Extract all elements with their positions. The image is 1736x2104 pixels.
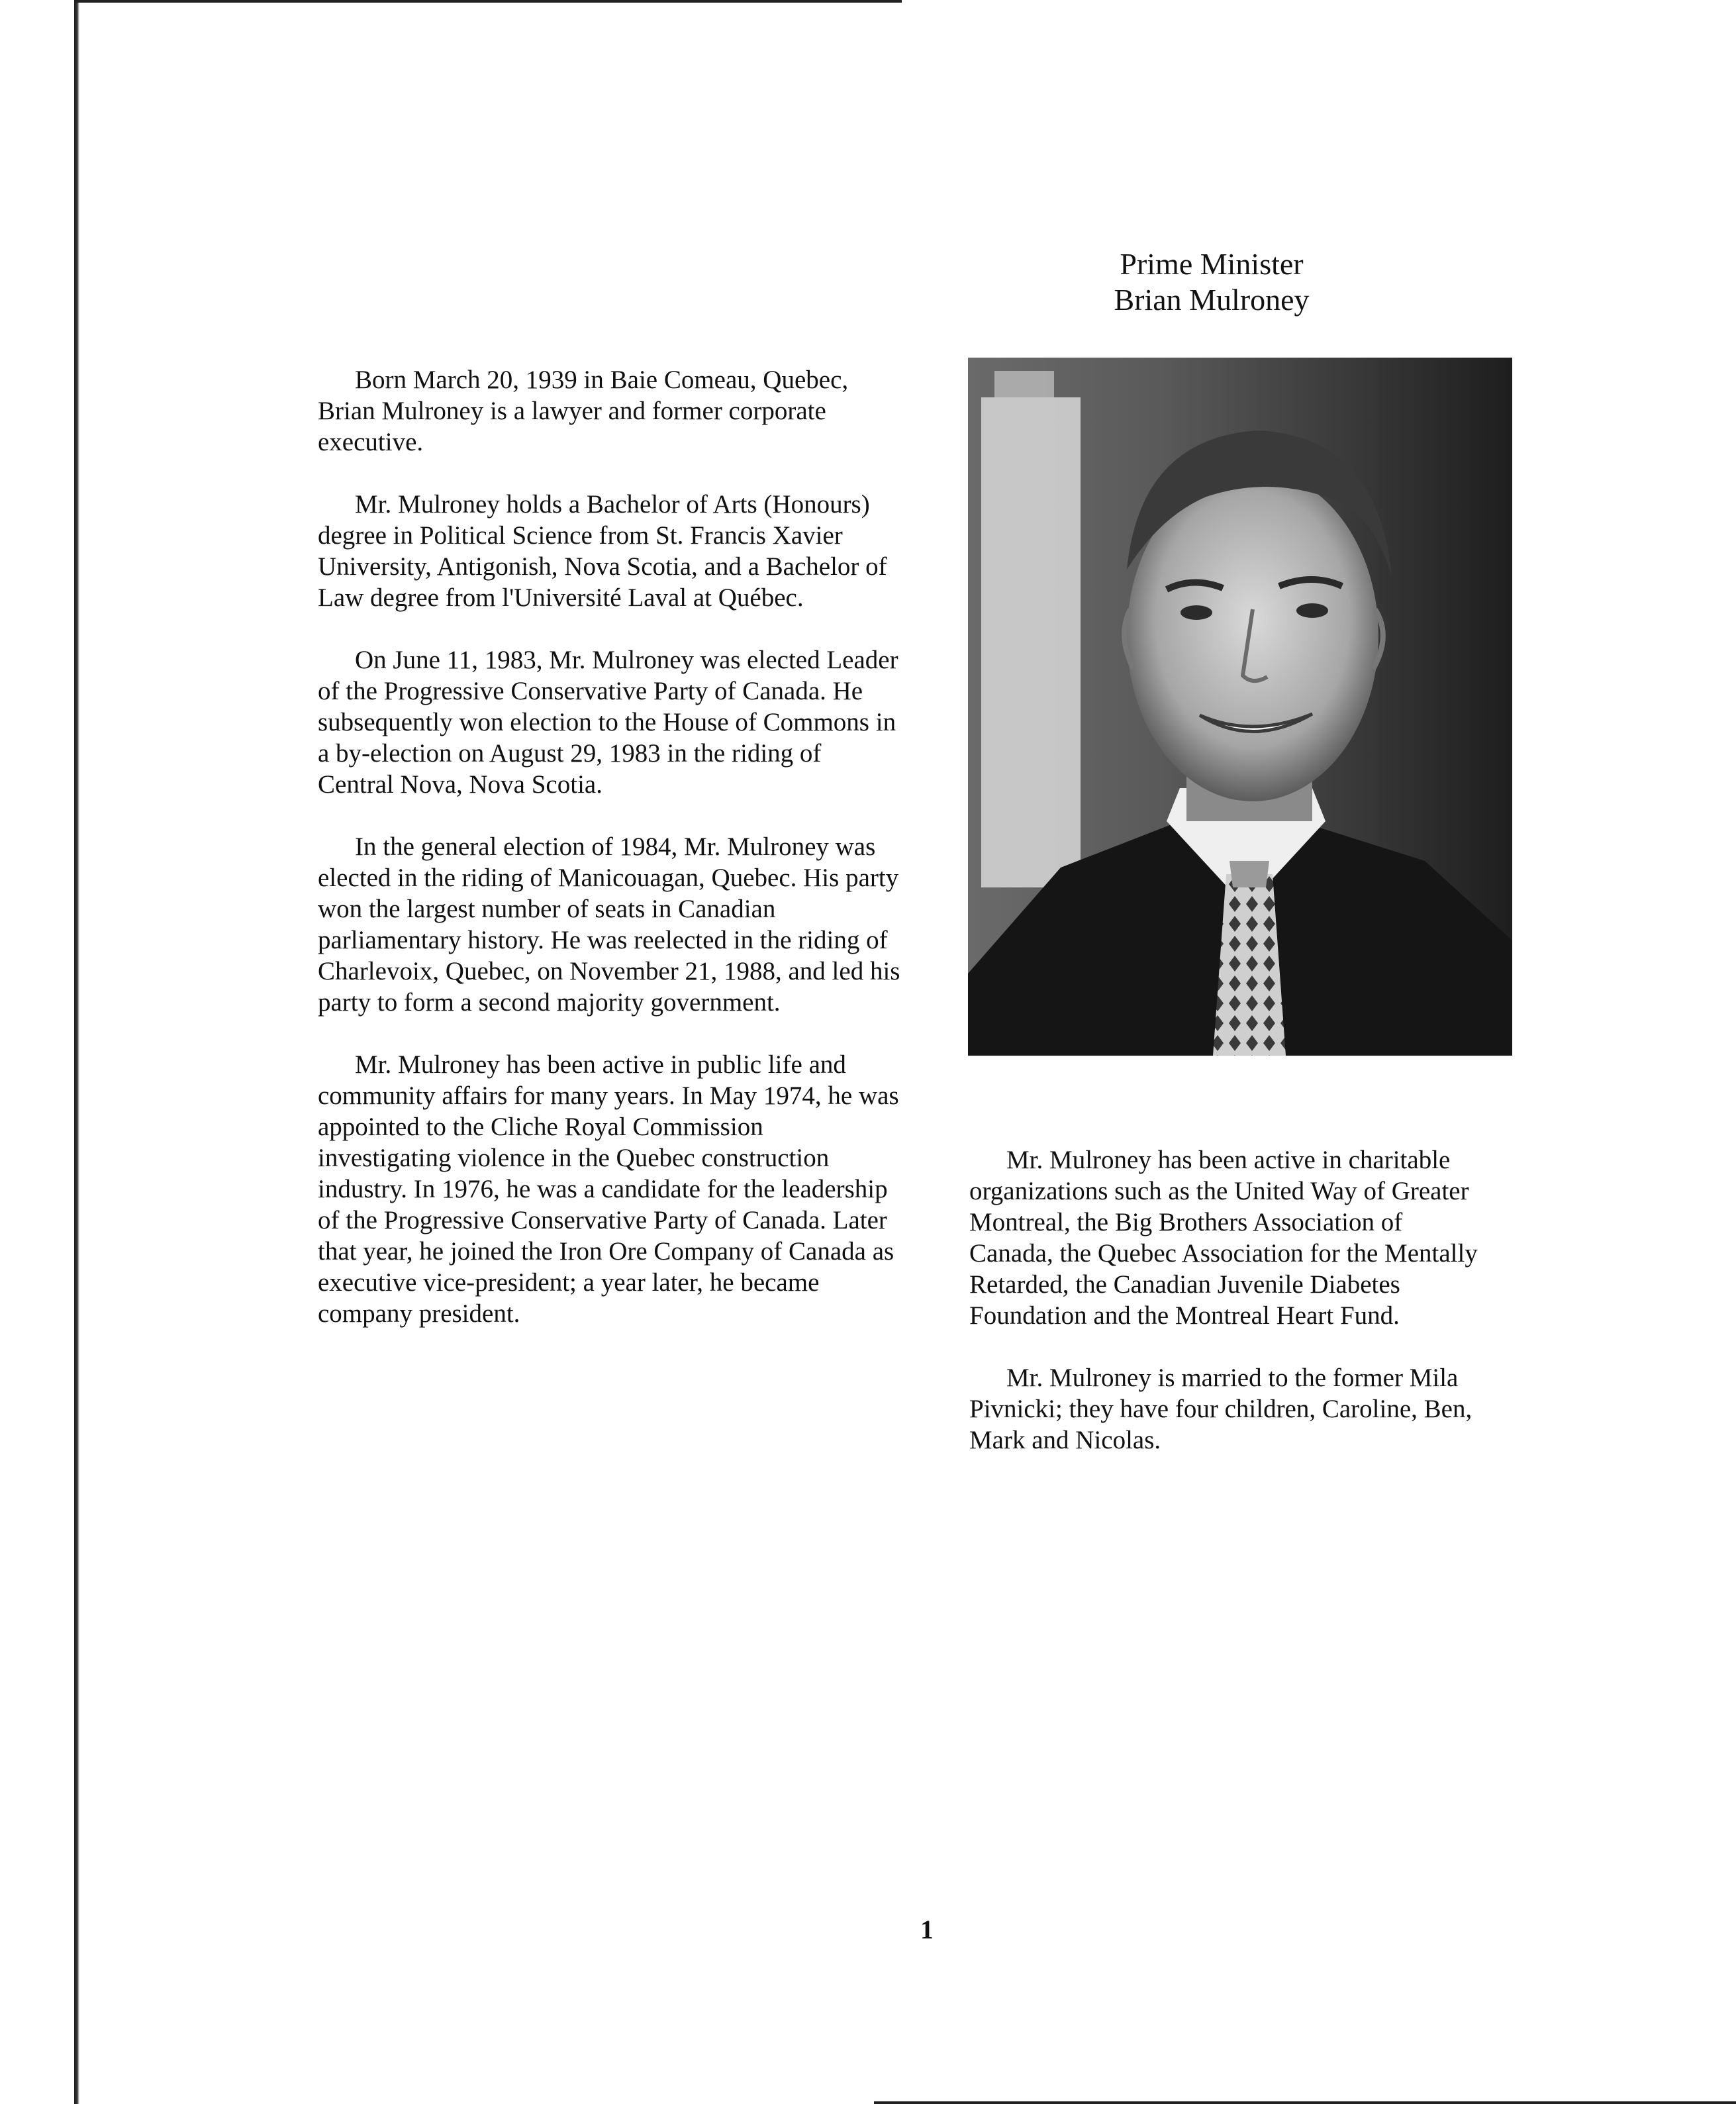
paragraph-leadership: On June 11, 1983, Mr. Mulroney was elected Leader of the Progressive Conservative Party of Canada. He subsequently won election to the House of Commons in a by-election on August 29, 1983 in the riding of Central Nova, Nova Scotia. — [318, 646, 898, 799]
paragraph-public-life: Mr. Mulroney has been active in public life and community affairs for many years. In May 1974, he was appointed to the Cliche Royal Commission investigating violence in the Quebec construction industry. In 1976, he was a candidate for the leadership of the Progressive Conservative Party of Canada. Later that year, he joined the Iron Ore Company of Canada as executive vice-president; a year later, he became company president. — [318, 1050, 899, 1328]
scan-top-edge — [74, 0, 902, 3]
page-number: 1 — [920, 1915, 934, 1944]
scan-left-edge — [74, 0, 79, 2104]
left-column — [318, 364, 900, 1360]
title-line-2: Brian Mulroney — [1114, 283, 1310, 317]
page-title — [967, 246, 1457, 318]
title-line-1: Prime Minister — [1120, 247, 1304, 281]
scan-bottom-edge — [874, 2101, 1736, 2104]
portrait-illustration — [968, 358, 1512, 1056]
paragraph-charity: Mr. Mulroney has been active in charitable organizations such as the United Way of Greater Montreal, the Big Brothers Association of Canada, the Quebec Association for the Mentally Retarded, the Canadian Juvenile Diabetes Foundation and the Montreal Heart Fund. — [969, 1146, 1478, 1330]
paragraph-family: Mr. Mulroney is married to the former Mila Pivnicki; they have four children, Caroline, Ben, Mark and Nicolas. — [969, 1364, 1472, 1454]
right-column — [969, 1144, 1486, 1487]
paragraph-elections: In the general election of 1984, Mr. Mulroney was elected in the riding of Manicouagan, Quebec. His party won the largest number of seats in Canadian parliamentary history. He was reelected in the riding of Charlevoix, Quebec, on November 21, 1988, and led his party to form a second majority government. — [318, 832, 900, 1017]
portrait-photo — [968, 358, 1512, 1056]
paragraph-birth: Born March 20, 1939 in Baie Comeau, Quebec, Brian Mulroney is a lawyer and former corporate executive. — [318, 366, 849, 456]
paragraph-education: Mr. Mulroney holds a Bachelor of Arts (Honours) degree in Political Science from St. Francis Xavier University, Antigonish, Nova Scotia, and a Bachelor of Law degree from l'Université Laval at Québec. — [318, 490, 887, 612]
